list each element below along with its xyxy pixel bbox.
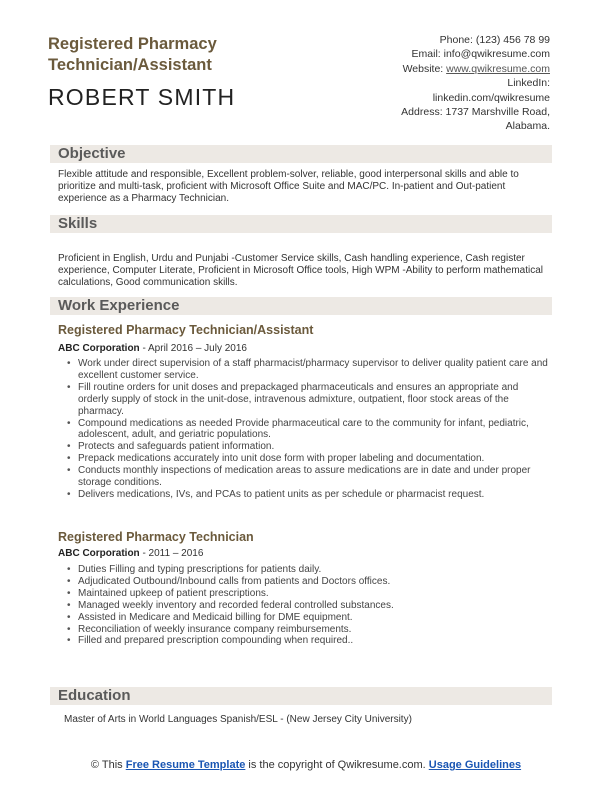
- list-item: • Reconciliation of weekly insurance company reimbursements.: [62, 624, 550, 636]
- contact-phone: Phone: (123) 456 78 99: [439, 34, 550, 46]
- job-company-1: ABC Corporation: [58, 343, 140, 354]
- contact-website: [320, 62, 550, 76]
- footer-copyright: [40, 758, 572, 772]
- contact-website-label: Website:: [402, 62, 447, 75]
- job-employer-2: [58, 548, 203, 559]
- contact-email: Email: info@qwikresume.com: [411, 48, 550, 61]
- skills-text: Proficient in English, Urdu and Punjabi -Customer Service skills, Cash handling experience, Cash register experience, Computer Literate, Proficient in Microsoft Office tools, High WPM -Ability to perform mathematical calculations, Good communication skills.: [58, 253, 543, 288]
- list-item: • Managed weekly inventory and recorded federal controlled substances.: [62, 600, 550, 612]
- list-item: • Adjudicated Outbound/Inbound calls from patients and Doctors offices.: [62, 576, 550, 588]
- header-job-title: Registered Pharmacy Technician/Assistant: [48, 35, 217, 74]
- list-item: • Fill routine orders for unit doses and prepackaged pharmaceuticals and ensures an appropriate and orderly supply of stock in the unit-dose, intravenous admixture, outpatient, floor stock areas of the pharmacy.: [62, 382, 550, 418]
- list-item: • Work under direct supervision of a staff pharmacist/pharmacy supervisor to deliver quality patient care and excellent customer service.: [62, 358, 550, 382]
- list-item: • Conducts monthly inspections of medication areas to assure medications are in date and under proper storage conditions.: [62, 465, 550, 489]
- job-company-2: ABC Corporation: [58, 548, 140, 559]
- contact-linkedin-value: linkedin.com/qwikresume: [432, 91, 550, 104]
- footer-prefix: © This: [90, 759, 126, 771]
- list-item: • Assisted in Medicare and Medicaid billing for DME equipment.: [62, 612, 550, 624]
- objective-text: Flexible attitude and responsible, Excellent problem-solver, reliable, good interpersonal skills and able to prioritize and multi-task, proficient with Microsoft Office Suite and MAC/PC. In-patient and Out-patient experience as a Pharmacy Technician.: [58, 169, 519, 204]
- education-text: Master of Arts in World Languages Spanish/ESL - (New Jersey City University): [64, 714, 412, 725]
- contact-address-line1: Address: 1737 Marshville Road,: [401, 106, 550, 119]
- list-item: • Compound medications as needed Provide pharmaceutical care to the community for infant, pediatric, adolescent, adult, and geriatric populations.: [62, 418, 550, 442]
- person-name: ROBERT SMITH: [48, 84, 236, 110]
- job-dates-1: - April 2016 – July 2016: [139, 343, 247, 354]
- list-item: • Prepack medications accurately into unit dose form with proper labeling and documentation.: [62, 453, 550, 465]
- contact-website-link[interactable]: www.qwikresume.com: [446, 62, 550, 75]
- footer-middle: is the copyright of Qwikresume.com.: [245, 759, 429, 771]
- contact-address-line2: Alabama.: [505, 120, 550, 133]
- list-item: • Protects and safeguards patient information.: [62, 441, 550, 453]
- job-dates-2: - 2011 – 2016: [139, 548, 204, 559]
- free-resume-template-link[interactable]: Free Resume Template: [125, 759, 246, 771]
- job-employer-1: [58, 343, 247, 354]
- job-title-1: Registered Pharmacy Technician/Assistant: [58, 323, 314, 337]
- education-heading: Education: [50, 687, 552, 705]
- contact-linkedin-label: LinkedIn:: [507, 77, 550, 90]
- contact-block: [320, 33, 550, 134]
- objective-heading: Objective: [50, 145, 552, 163]
- list-item: • Duties Filling and typing prescriptions for patients daily.: [62, 564, 550, 576]
- job-duties-2: [62, 564, 550, 647]
- list-item: • Delivers medications, IVs, and PCAs to patient units as per schedule or pharmacist request.: [62, 489, 550, 501]
- job-title-2: Registered Pharmacy Technician: [58, 530, 254, 544]
- work-experience-heading: Work Experience: [50, 297, 552, 315]
- skills-heading: Skills: [50, 215, 552, 233]
- usage-guidelines-link[interactable]: Usage Guidelines: [428, 759, 522, 771]
- list-item: • Filled and prepared prescription compounding when required..: [62, 635, 550, 647]
- list-item: • Maintained upkeep of patient prescriptions.: [62, 588, 550, 600]
- job-duties-1: [62, 358, 550, 501]
